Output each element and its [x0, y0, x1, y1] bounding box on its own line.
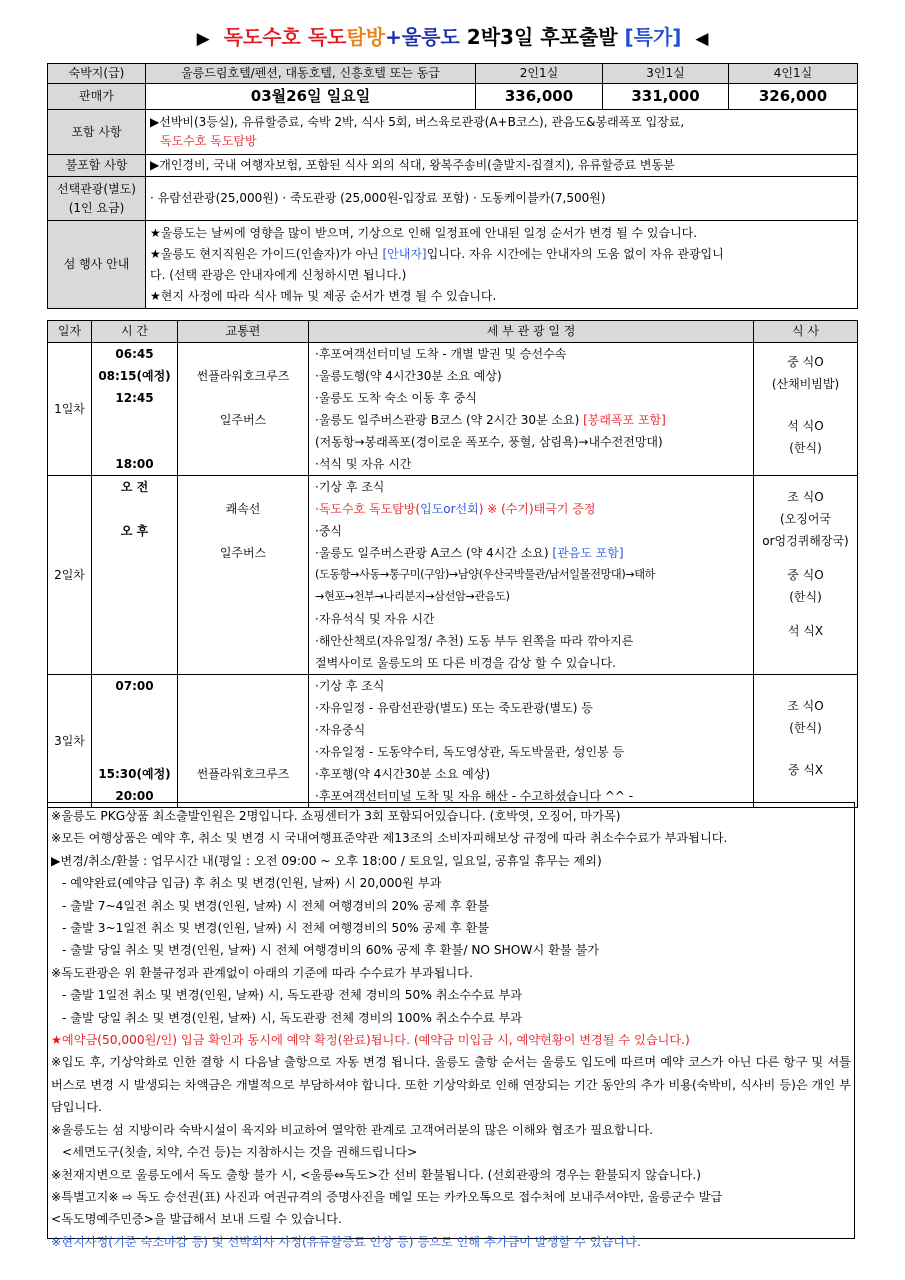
- note-15: ※천재지변으로 울릉도에서 독도 출항 불가 시, <울릉⇔독도>간 선비 환불됩니다. (선회관광의 경우는 환불되지 않습니다.): [51, 1167, 702, 1182]
- notice-2b: [안내자]: [382, 247, 427, 261]
- notice-2d: 다. (선택 관광은 안내자에게 신청하시면 됩니다.): [150, 268, 407, 282]
- header-detail: 세 부 관 광 일 정: [309, 321, 754, 343]
- day3-breakfast: 조 식O: [787, 699, 824, 713]
- day2-dinner: 석 식X: [787, 624, 824, 638]
- notice-2a: ★울릉도 현지직원은 가이드(인솔자)가 아닌: [150, 247, 383, 261]
- note-9: - 출발 1일전 취소 및 변경(인원, 날짜) 시, 독도관광 전체 경비의 50% 취소수수료 부과: [62, 988, 523, 1003]
- note-8: ※독도관광은 위 환불규정과 관계없이 아래의 기준에 따라 수수료가 부과됩니다.: [51, 965, 473, 980]
- note-16a: ※특별고지※ ⇨ 독도 승선권(표) 사진과 여권규격의 증명사진을 메일 또는 카카오톡으로 접수처에 보내주셔야만, 울릉군수 발급: [51, 1189, 723, 1204]
- day2-item-1: ·기상 후 조식: [315, 480, 385, 494]
- note-7: - 출발 당일 취소 및 변경(인원, 날짜) 시 전체 여행경비의 60% 공제 후 환불/ NO SHOW시 환불 불가: [62, 943, 600, 958]
- day3-lunch: 중 식X: [787, 763, 824, 777]
- day1-item-3: ·울릉도 도착 숙소 이동 후 중식: [315, 391, 477, 405]
- price-2: 336,000: [476, 84, 603, 110]
- optional-value: · 유람선관광(25,000원) · 죽도관광 (25,000원-입장료 포함) · 도동케이블카(7,500원): [146, 177, 858, 221]
- notes-section: [47, 802, 855, 1249]
- day1-label: 1일차: [48, 343, 92, 476]
- day2-item-2-gift: (수기)태극기 증정: [501, 502, 596, 516]
- optional-label: 선택관광(별도): [57, 181, 136, 196]
- day2-item-6: →현포→천부→나리분지→삼선암→관음도): [315, 590, 510, 603]
- included-line1: ▶선박비(3등실), 유류할증료, 숙박 2박, 식사 5회, 버스육로관광(A+B코스), 관음도&봉래폭포 입장료,: [150, 115, 685, 129]
- page-title: [0, 22, 905, 54]
- day1-time-3: 12:45: [115, 391, 154, 405]
- day1-time-2: 08:15(예정): [98, 369, 171, 383]
- note-1: ※울릉도 PKG상품 최소출발인원은 2명입니다. 쇼핑센터가 3회 포함되어있습니다. (호박엿, 오징어, 마가목): [51, 809, 621, 823]
- room-header-3: 3인1실: [603, 64, 729, 84]
- note-6: - 출발 3~1일전 취소 및 변경(인원, 날짜) 시 전체 여행경비의 50% 공제 후 환불: [62, 921, 490, 936]
- title-part-tour: 탐방: [346, 25, 386, 49]
- day2-item-2: ·독도수호 독도탐방(: [315, 502, 421, 516]
- included-label: 포함 사항: [48, 110, 146, 155]
- note-16b: <독도명예주민증>을 발급해서 보내 드릴 수 있습니다.: [51, 1212, 342, 1227]
- header-time: 시 간: [92, 321, 178, 343]
- title-part-ulleung: +울릉도: [385, 25, 460, 49]
- included-line2: 독도수호 독도탐방: [160, 134, 257, 148]
- title-part-dokdo-protect: 독도수호: [223, 25, 301, 49]
- title-part-dokdo: 독도: [307, 25, 347, 49]
- day3-row: [48, 675, 858, 808]
- day3-item-4: ·자유일정 - 도동약수터, 독도영상관, 독도박물관, 성인봉 등: [315, 745, 625, 759]
- arrow-right-icon: ▶: [196, 29, 210, 49]
- day2-item-9: 절벽사이로 울릉도의 또 다른 비경을 감상 할 수 있습니다.: [315, 656, 616, 670]
- day2-transport-ferry: 쾌속선: [225, 502, 261, 516]
- day2-label: 2일차: [48, 476, 92, 675]
- note-17: ※현지사정(기준 숙소마감 등) 및 선박회사 사정(유류할증료 인상 등) 등으로 인해 추가금이 발생할 수 있습니다.: [51, 1234, 641, 1249]
- day3-label: 3일차: [48, 675, 92, 808]
- note-14: <세면도구(칫솔, 치약, 수건 등)는 지참하시는 것을 권해드립니다>: [62, 1145, 418, 1160]
- note-4: - 예약완료(예약금 입금) 후 취소 및 변경(인원, 날짜) 시 20,000원 부과: [62, 876, 442, 891]
- day2-breakfast-menu-alt: or엉겅퀴해장국): [762, 534, 849, 548]
- day1-dinner: 석 식O: [787, 419, 824, 433]
- price-4: 326,000: [729, 84, 858, 110]
- info-table: [47, 63, 858, 309]
- day1-item-4: ·울릉도 일주버스관광 B코스 (약 2시간 30분 소요): [315, 413, 584, 427]
- day2-item-4-highlight: [관음도 포함]: [552, 546, 624, 560]
- excluded-value: ▶개인경비, 국내 여행자보험, 포함된 식사 외의 식대, 왕복주송비(출발지-집결지), 유류할증료 변동분: [146, 155, 858, 177]
- day1-transport-bus: 일주버스: [219, 413, 267, 427]
- day2-item-7: ·자유석식 및 자유 시간: [315, 612, 435, 626]
- day1-dinner-menu: (한식): [789, 441, 822, 455]
- day1-item-2: ·울릉도행(약 4시간30분 소요 예상): [315, 369, 502, 383]
- notice-1: ★울릉도는 날씨에 영향을 많이 받으며, 기상으로 인해 일정표에 안내된 일정 순서가 변경 될 수 있습니다.: [150, 226, 698, 240]
- room-header-4: 4인1실: [729, 64, 858, 84]
- excluded-label: 불포함 사항: [48, 155, 146, 177]
- day1-time-1: 06:45: [115, 347, 154, 361]
- schedule-table: [47, 320, 858, 808]
- day2-transport-bus: 일주버스: [219, 546, 267, 560]
- day3-item-2: ·자유일정 - 유람선관광(별도) 또는 죽도관광(별도) 등: [315, 701, 593, 715]
- day3-time-3: 20:00: [115, 789, 154, 803]
- day1-lunch: 중 식O: [787, 355, 824, 369]
- day2-breakfast-menu: (오징어국: [779, 512, 832, 526]
- day2-breakfast: 조 식O: [787, 490, 824, 504]
- note-5: - 출발 7~4일전 취소 및 변경(인원, 날짜) 시 전체 여행경비의 20% 공제 후 환불: [62, 898, 490, 913]
- note-2: ※모든 여행상품은 예약 후, 취소 및 변경 시 국내여행표준약관 제13조의 소비자피해보상 규정에 따라 취소수수료가 부과됩니다.: [51, 831, 728, 846]
- notice-label: 섬 행사 안내: [48, 221, 146, 309]
- day2-item-3: ·중식: [315, 524, 342, 538]
- day3-item-1: ·기상 후 조식: [315, 679, 385, 693]
- day1-item-4-highlight: [봉래폭포 포함]: [583, 413, 666, 427]
- note-11: ★예약금(50,000원/인) 입금 확인과 동시에 예약 확정(완료)됩니다. (예약금 미입금 시, 예약현황이 변경될 수 있습니다.): [51, 1033, 690, 1048]
- day1-transport-ferry: 썬플라워호크루즈: [196, 369, 290, 383]
- price-3: 331,000: [603, 84, 729, 110]
- day3-item-3: ·자유중식: [315, 723, 366, 737]
- day3-time-1: 07:00: [115, 679, 154, 693]
- lodging-label: 숙박지(급): [48, 64, 146, 84]
- day1-item-6: ·석식 및 자유 시간: [315, 457, 412, 471]
- day2-item-4: ·울릉도 일주버스관광 A코스 (약 4시간 소요): [315, 546, 553, 560]
- day3-item-5: ·후포행(약 4시간30분 소요 예상): [315, 767, 491, 781]
- day1-row: [48, 343, 858, 476]
- notice-3: ★현지 사정에 따라 식사 메뉴 및 제공 순서가 변경 될 수 있습니다.: [150, 289, 497, 303]
- note-10: - 출발 당일 취소 및 변경(인원, 날짜) 시, 독도관광 전체 경비의 100% 취소수수료 부과: [62, 1010, 523, 1025]
- optional-label-sub: (1인 요금): [68, 200, 125, 215]
- day2-item-5: (도동항→사동→통구미(구암)→남양(우산국박물관/남서일몰전망대)→태하: [315, 568, 656, 581]
- departure-date: 03월26일 일요일: [146, 84, 476, 110]
- note-3: ▶변경/취소/환불 : 업무시간 내(평일 : 오전 09:00 ~ 오후 18:00 / 토요일, 일요일, 공휴일 휴무는 제외): [51, 853, 602, 868]
- title-part-duration: 2박3일 후포출발: [466, 25, 618, 49]
- day1-lunch-menu: (산채비빔밥): [771, 377, 840, 391]
- day3-item-6: ·후포여객선터미널 도착 및 자유 해산 - 수고하셨습니다 ^^ -: [315, 789, 634, 803]
- header-transport: 교통편: [178, 321, 309, 343]
- day3-breakfast-menu: (한식): [789, 721, 822, 735]
- day2-item-8: ·해안산책로(자유일정/ 추천) 도동 부두 왼쪽을 따라 깎아지른: [315, 634, 634, 648]
- day2-row: [48, 476, 858, 675]
- day2-lunch: 중 식O: [787, 568, 824, 582]
- day2-item-2-mid: ) ※: [478, 502, 502, 516]
- arrow-left-icon: ◀: [695, 29, 709, 49]
- day1-item-1: ·후포여객선터미널 도착 - 개별 발권 및 승선수속: [315, 347, 567, 361]
- note-13: ※울릉도는 섬 지방이라 숙박시설이 육지와 비교하여 열악한 관계로 고객여러분의 많은 이해와 협조가 필요합니다.: [51, 1122, 654, 1137]
- day2-time-am: 오 전: [120, 480, 149, 494]
- day2-lunch-menu: (한식): [789, 590, 822, 604]
- header-meal: 식 사: [754, 321, 858, 343]
- day1-time-4: 18:00: [115, 457, 154, 471]
- title-part-special: [특가]: [624, 25, 682, 49]
- price-label: 판매가: [48, 84, 146, 110]
- room-header-2: 2인1실: [476, 64, 603, 84]
- lodging-value: 울릉드림호텔/펜션, 대동호텔, 신흥호텔 또는 동급: [146, 64, 476, 84]
- day1-item-5: (저동항→봉래폭포(경이로운 폭포수, 풍혈, 삼림욕)→내수전전망대): [315, 435, 663, 449]
- header-day: 일자: [48, 321, 92, 343]
- day2-time-pm: 오 후: [120, 524, 149, 538]
- day2-item-2-option: 입도or선회: [420, 502, 479, 516]
- note-12: ※입도 후, 기상악화로 인한 결항 시 다음날 출항으로 자동 변경 됩니다. 울릉도 출항 순서는 울릉도 입도에 따르며 예약 코스가 아닌 다른 항구 및 셔틀버스로 변경 시 발생되는 차액금은 개별적으로 부담하셔야 합니다. 또한 기상악화로 인해 연장되는 기간 동안의 추가 비용(숙박비, 식사비 등)은 개인 부담입니다.: [51, 1055, 851, 1115]
- notice-2c: 입니다. 자유 시간에는 안내자의 도움 없이 자유 관광입니: [426, 247, 724, 261]
- day3-transport-ferry: 썬플라워호크루즈: [196, 767, 290, 781]
- day3-time-2: 15:30(예정): [98, 767, 171, 781]
